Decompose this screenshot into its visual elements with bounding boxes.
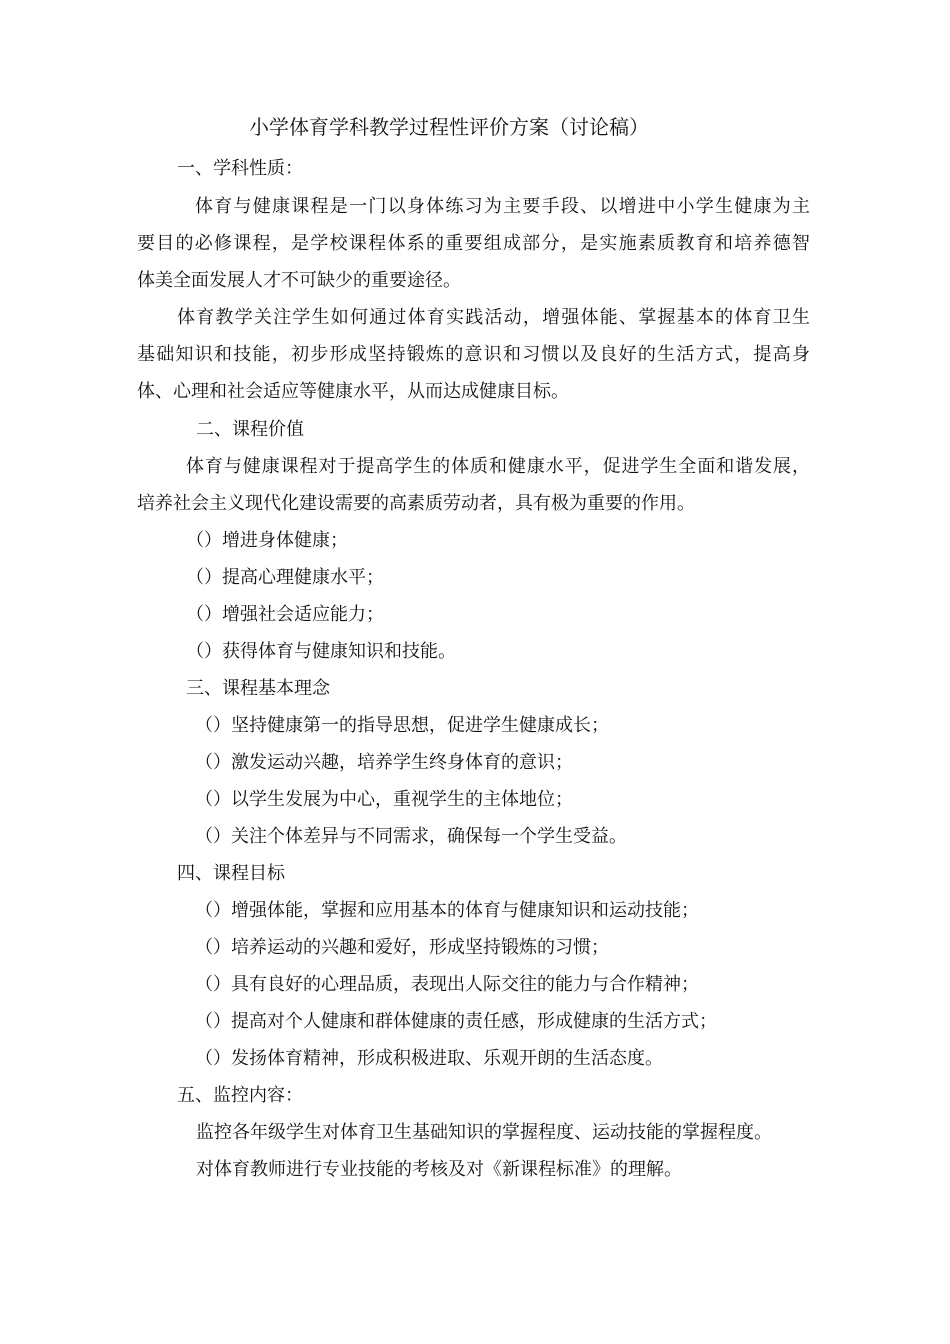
paragraph-line: 要目的必修课程，是学校课程体系的重要组成部分，是实施素质教育和培养德智 [137, 233, 810, 254]
list-item: （）具有良好的心理品质，表现出人际交往的能力与合作精神； [195, 974, 699, 995]
section-heading: 二、课程价值 [196, 419, 304, 440]
list-item: （）以学生发展为中心，重视学生的主体地位； [195, 789, 573, 810]
paragraph-line: 对体育教师进行专业技能的考核及对《新课程标准》的理解。 [196, 1159, 682, 1180]
section-heading: 四、课程目标 [177, 863, 285, 884]
paragraph-line: 培养社会主义现代化建设需要的高素质劳动者，具有极为重要的作用。 [137, 493, 695, 514]
list-item: （）获得体育与健康知识和技能。 [186, 641, 456, 662]
list-item: （）增强社会适应能力； [186, 604, 384, 625]
section-heading: 五、监控内容： [177, 1085, 303, 1106]
list-item: （）提高对个人健康和群体健康的责任感，形成健康的生活方式； [195, 1011, 717, 1032]
section-heading: 一、学科性质： [177, 158, 303, 179]
list-item: （）增进身体健康； [186, 530, 348, 551]
paragraph-line: 基础知识和技能，初步形成坚持锻炼的意识和习惯以及良好的生活方式，提高身 [137, 344, 810, 365]
paragraph-line: 体育与健康课程对于提高学生的体质和健康水平，促进学生全面和谐发展， [186, 456, 810, 477]
list-item: （）培养运动的兴趣和爱好，形成坚持锻炼的习惯； [195, 937, 609, 958]
paragraph-line: 体、心理和社会适应等健康水平，从而达成健康目标。 [137, 381, 569, 402]
paragraph-line: 体美全面发展人才不可缺少的重要途径。 [137, 270, 461, 291]
list-item: （）增强体能，掌握和应用基本的体育与健康知识和运动技能； [195, 900, 699, 921]
list-item: （）发扬体育精神，形成积极进取、乐观开朗的生活态度。 [195, 1048, 663, 1069]
list-item: （）激发运动兴趣，培养学生终身体育的意识； [195, 752, 573, 773]
section-heading: 三、课程基本理念 [186, 678, 330, 699]
paragraph-line: 体育与健康课程是一门以身体练习为主要手段、以增进中小学生健康为主 [195, 196, 810, 217]
paragraph-line: 体育教学关注学生如何通过体育实践活动，增强体能、掌握基本的体育卫生 [177, 307, 810, 328]
list-item: （）坚持健康第一的指导思想，促进学生健康成长； [195, 715, 609, 736]
page-title: 小学体育学科教学过程性评价方案（讨论稿） [249, 115, 649, 139]
list-item: （）关注个体差异与不同需求，确保每一个学生受益。 [195, 826, 627, 847]
list-item: （）提高心理健康水平； [186, 567, 384, 588]
paragraph-line: 监控各年级学生对体育卫生基础知识的掌握程度、运动技能的掌握程度。 [196, 1122, 772, 1143]
